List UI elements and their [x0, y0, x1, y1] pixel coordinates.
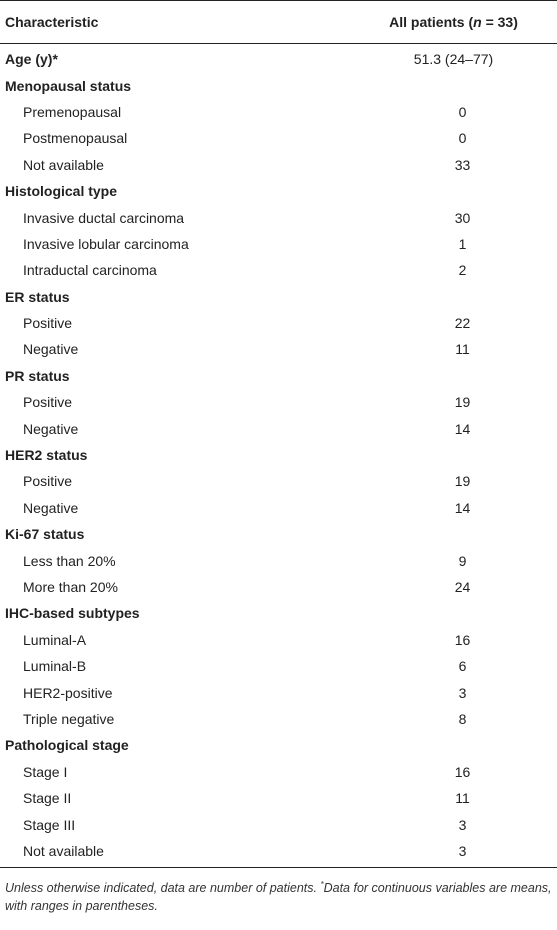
row-label: Triple negative	[23, 710, 115, 727]
table-row	[0, 706, 557, 732]
row-label: Stage III	[23, 816, 76, 833]
row-label: PR status	[5, 367, 70, 384]
row-label: More than 20%	[23, 579, 118, 595]
row-value: 3	[458, 684, 467, 701]
table-group-row	[0, 442, 557, 468]
row-label: Postmenopausal	[23, 130, 128, 147]
table-row	[0, 99, 557, 125]
table-group-row	[0, 363, 557, 389]
table-group-row	[0, 600, 557, 626]
table-row	[0, 310, 557, 336]
table-row	[0, 336, 557, 362]
row-value: 51.3 (24–77)	[413, 51, 494, 68]
row-value: 1	[458, 235, 467, 252]
row-label: Stage II	[23, 790, 72, 807]
row-value: 9	[458, 552, 467, 569]
row-label: Intraductal carcinoma	[23, 262, 157, 279]
row-value: 16	[454, 631, 471, 648]
table-group-row	[0, 72, 557, 98]
row-label: Negative	[23, 420, 79, 437]
row-value: 11	[455, 790, 470, 807]
row-label: HER2-positive	[23, 684, 113, 701]
header-all-patients: All patients (n = 33)	[389, 14, 518, 30]
row-label: Negative	[23, 341, 79, 358]
row-value: 14	[454, 499, 471, 516]
row-label: Ki-67 status	[5, 526, 85, 543]
row-label: Premenopausal	[23, 103, 122, 120]
row-label: Invasive lobular carcinoma	[23, 235, 189, 252]
table-row	[0, 468, 557, 494]
row-label: Histological type	[5, 183, 118, 200]
table-row	[0, 231, 557, 257]
table-row	[0, 389, 557, 415]
row-value: 8	[458, 710, 467, 727]
row-value: 14	[454, 420, 471, 437]
row-label: Luminal-A	[23, 631, 87, 648]
table-footnote: Unless otherwise indicated, data are number of patients. *Data for continuous variables are means, with ranges in parentheses.	[5, 880, 552, 914]
table-row	[0, 204, 557, 230]
row-value: 22	[454, 315, 471, 332]
row-label: IHC-based subtypes	[5, 605, 140, 622]
table-row	[0, 547, 557, 573]
table-row	[0, 679, 557, 705]
row-value: 2	[458, 262, 467, 279]
row-label: Stage I	[23, 763, 68, 780]
row-value: 11	[455, 341, 470, 358]
row-label: Negative	[23, 499, 79, 516]
row-value: 33	[454, 156, 471, 173]
row-value: 19	[454, 473, 471, 490]
table-row	[0, 627, 557, 653]
table-row	[0, 257, 557, 283]
row-label: Positive	[23, 473, 73, 490]
table-group-row	[0, 284, 557, 310]
row-value: 30	[454, 209, 471, 226]
row-label: Positive	[23, 315, 73, 332]
row-value: 0	[458, 103, 467, 120]
row-label: Menopausal status	[5, 77, 132, 94]
row-value: 0	[458, 130, 467, 147]
table-group-row	[0, 521, 557, 547]
table-group-row	[0, 732, 557, 758]
row-label: Positive	[23, 394, 73, 411]
table-row	[0, 653, 557, 679]
table-row	[0, 785, 557, 811]
row-value: 3	[458, 842, 467, 859]
table-body	[0, 44, 557, 864]
row-value: 19	[454, 394, 471, 411]
table-group-row	[0, 46, 557, 72]
row-label: Invasive ductal carcinoma	[23, 209, 185, 226]
table-header-row	[0, 1, 557, 43]
row-label: Luminal-B	[23, 658, 87, 675]
table-row	[0, 152, 557, 178]
table-row	[0, 125, 557, 151]
table-row	[0, 759, 557, 785]
table-row	[0, 574, 557, 600]
row-label: HER2 status	[5, 447, 88, 464]
table-row	[0, 811, 557, 837]
row-label: ER status	[5, 288, 70, 305]
row-label: Pathological stage	[5, 737, 129, 754]
table-row	[0, 495, 557, 521]
row-label: Not available	[23, 156, 104, 173]
row-value: 16	[454, 763, 471, 780]
row-label: Age (y)*	[5, 51, 58, 68]
table-group-row	[0, 178, 557, 204]
header-characteristic: Characteristic	[5, 14, 99, 30]
table-row	[0, 415, 557, 441]
row-value: 24	[454, 579, 471, 595]
row-label: Not available	[23, 842, 104, 859]
table-row	[0, 838, 557, 864]
row-value: 6	[458, 658, 467, 675]
row-label: Less than 20%	[23, 552, 116, 569]
row-value: 3	[458, 816, 467, 833]
